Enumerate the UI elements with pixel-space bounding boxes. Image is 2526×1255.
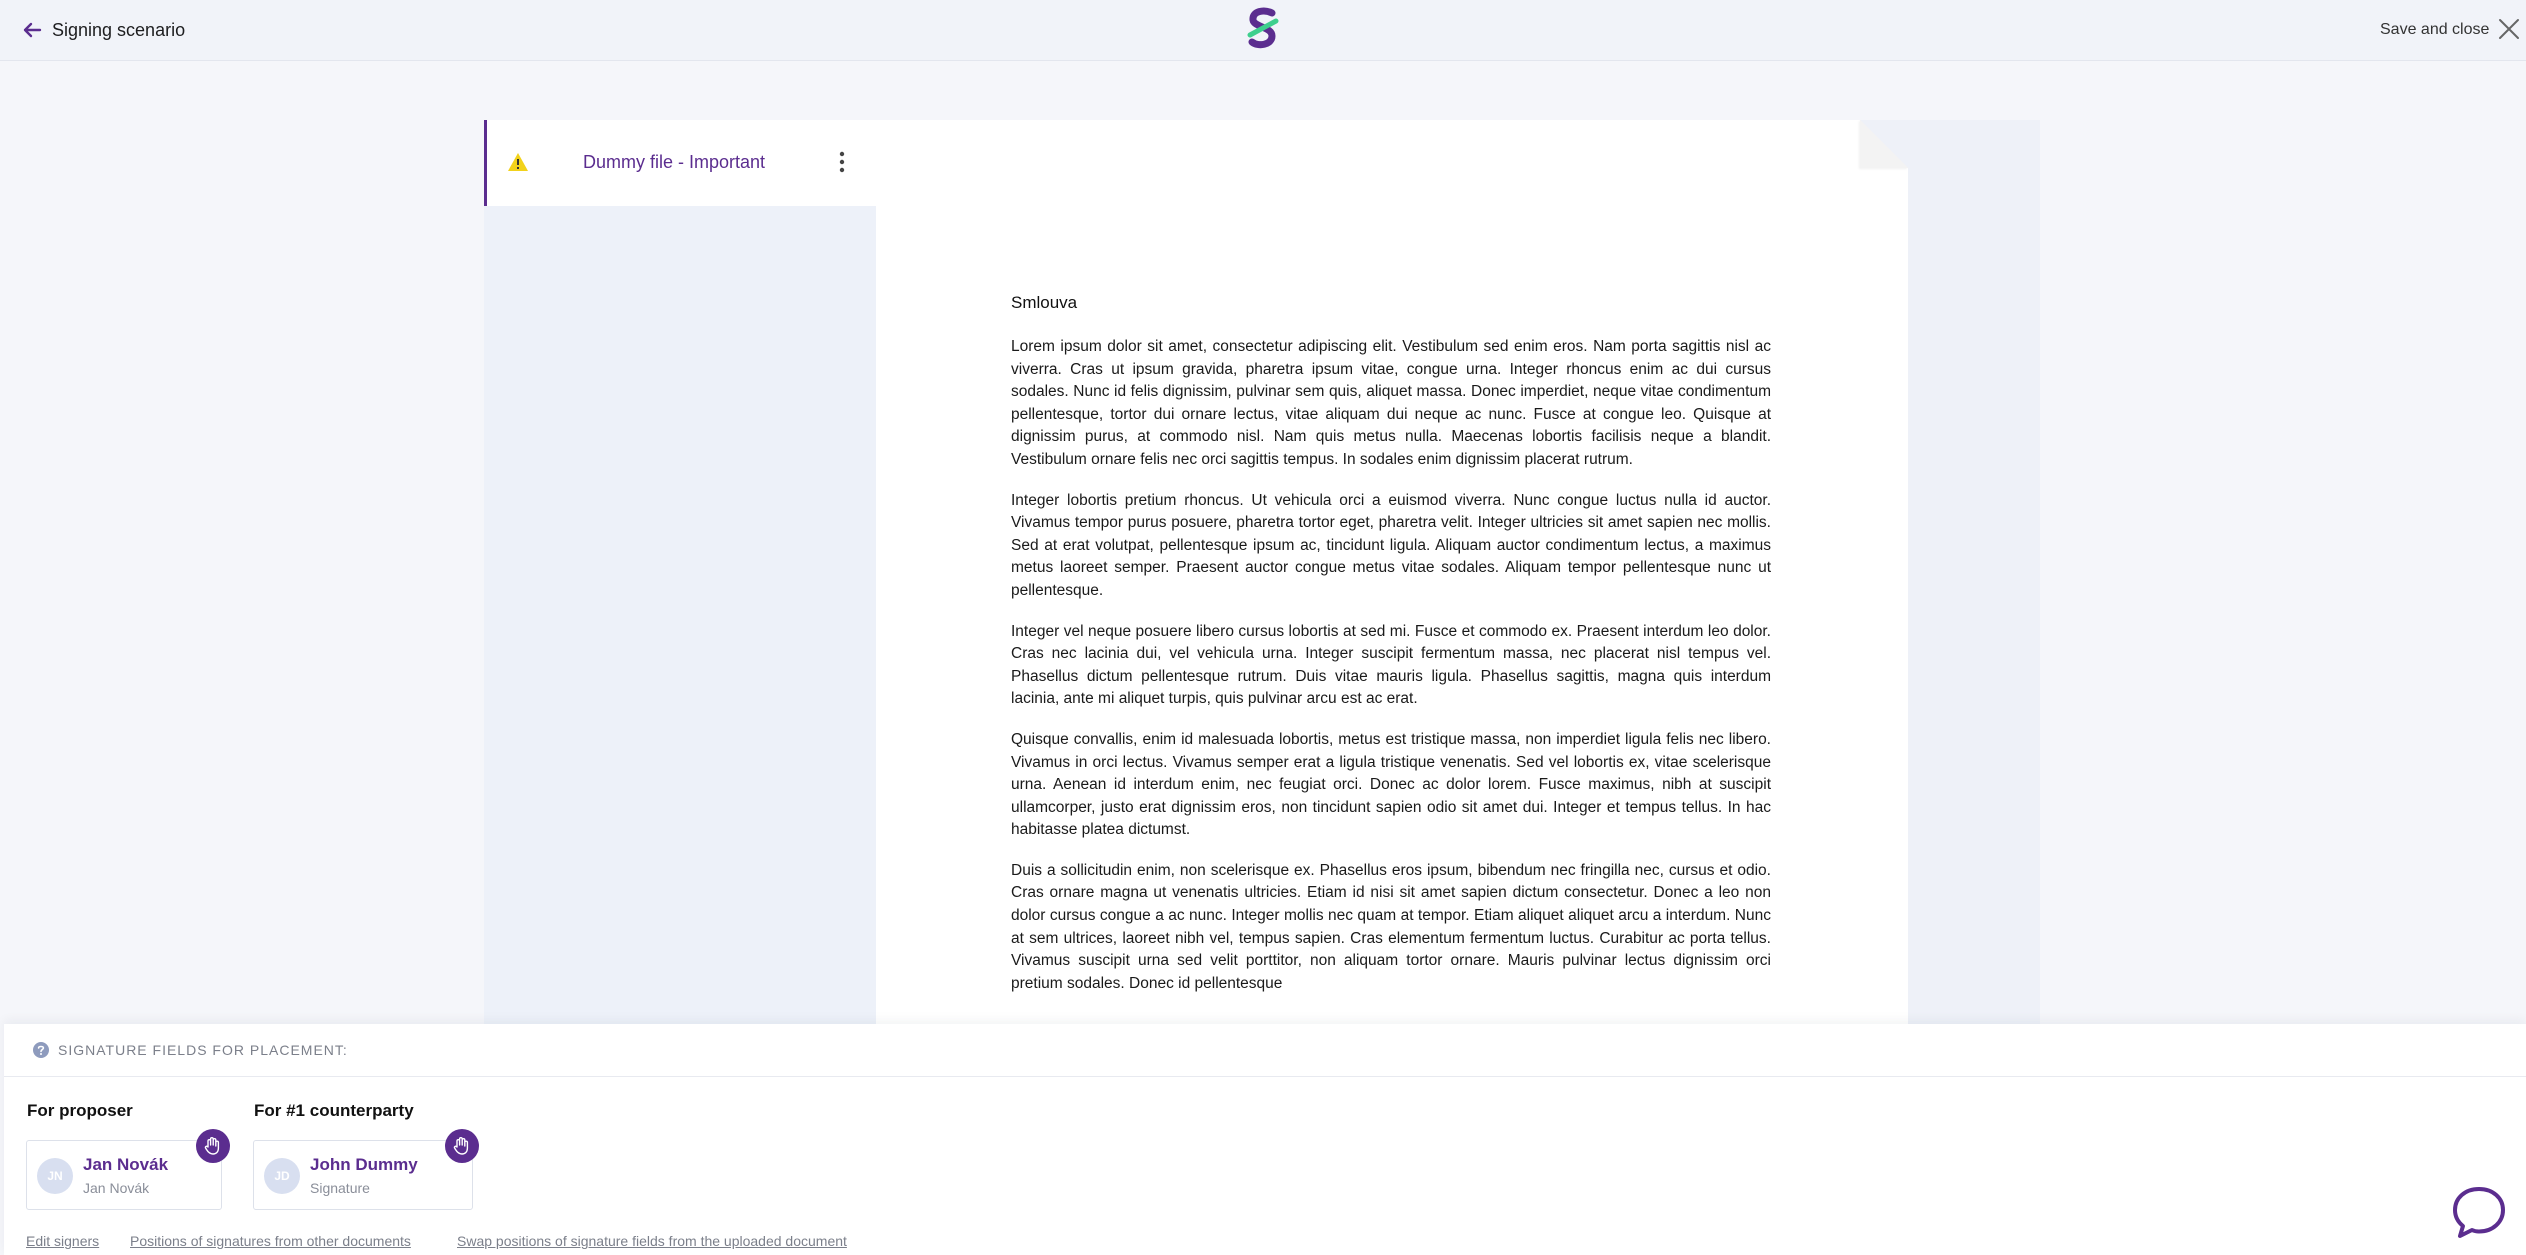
warning-icon bbox=[507, 152, 529, 172]
signature-panel-title: SIGNATURE FIELDS FOR PLACEMENT: bbox=[58, 1042, 348, 1058]
group-title-proposer: For proposer bbox=[27, 1101, 133, 1120]
drag-hand-icon[interactable] bbox=[445, 1129, 479, 1163]
signer-name: Jan Novák bbox=[83, 1155, 169, 1174]
document-paragraph: Duis a sollicitudin enim, non scelerisque ex. Phasellus eros ipsum, bibendum nec fringilla nec, cursus et odio. Cras ornare magna ut venenatis ultricies. Etiam id nisi sit amet sapien dictum consectetur. Donec a leo non dolor cursus congue a ac nunc. Integer mollis nec quam at tempor. Etiam aliquet aliquet arcu a interdum. Nunc at sem ultrices, laoreet nibh vel, tempus sapien. Cras elementum fermentum luctus. Curabitur ac porta tellus. Vivamus suscipit urna sed velit porttitor, non aliquam tortor ornare. Mauris pulvinar lectus dignissim orci pretium sodales. Donec id pellentesque bbox=[1011, 861, 1771, 992]
drag-hand-icon[interactable] bbox=[196, 1129, 230, 1163]
signer-subtitle: Jan Novák bbox=[83, 1180, 150, 1196]
swap-signature-positions-link[interactable]: Swap positions of signature fields from the uploaded document bbox=[457, 1233, 847, 1249]
edit-signers-link[interactable]: Edit signers bbox=[26, 1233, 100, 1249]
help-icon[interactable] bbox=[32, 1041, 50, 1059]
avatar: JN bbox=[37, 1158, 73, 1194]
file-name: Dummy file - Important bbox=[583, 152, 766, 172]
document-paragraph: Quisque convallis, enim id malesuada lobortis, metus est tristique massa, non imperdiet ligula felis nec libero. Vivamus in orci lectus. Vivamus semper erat a ligula tristique venenatis. Sed vel lobortis ex, vitae scelerisque urna. Aenean id interdum enim, nec feugiat orci. Donec ac dolor lorem. Fusce maximus, nibh at suscipit ullamcorper, justo erat dignissim eros, non tincidunt sapien odio sit amet dui. Integer et tempus tellus. In hac habitasse platea dictumst. bbox=[1011, 730, 1771, 839]
signature-fields-panel bbox=[4, 1024, 2526, 1255]
document-paragraph: Lorem ipsum dolor sit amet, consectetur adipiscing elit. Vestibulum sed enim eros. Nam porta sagittis nisl ac viverra. Cras ut ipsum gravida, pharetra ipsum vitae, congue urna. Integer rhoncus enim ac dui cursus sodales. Nunc id felis dignissim, pulvinar sem quis, aliquet massa. Donec imperdiet, neque vitae condimentum pellentesque, tortor dui ornare lectus, vitae aliquam dui neque ac nunc. Fusce at congue leo. Quisque at dignissim purus, at commodo nisl. Nam quis metus nulla. Maecenas lobortis facilisis neque a blandit. Vestibulum ornare felis nec orci sagittis tempus. In sodales enim dignissim placerat rutrum. bbox=[1011, 338, 1771, 468]
document-paragraph: Integer vel neque posuere libero cursus lobortis at sed mi. Fusce et commodo ex. Praesent interdum leo dolor. Cras nec lacinia dui, vel vehicula urna. Integer suscipit fermentum massa, nec placerat nisl tempus vel. Phasellus dictum pellentesque rutrum. Duis vitae mauris ligula. Phasellus sagittis, magna quis interdum lacinia, ante mi aliquet turpis, quis pulvinar arcu est ac erat. bbox=[1011, 622, 1771, 708]
page-corner bbox=[1860, 120, 1908, 168]
group-title-counterparty: For #1 counterparty bbox=[254, 1101, 414, 1120]
chat-icon[interactable] bbox=[2450, 1184, 2508, 1240]
avatar: JD bbox=[264, 1158, 300, 1194]
signer-subtitle: Signature bbox=[310, 1180, 370, 1196]
save-and-close-button[interactable]: Save and close bbox=[2380, 21, 2490, 38]
back-arrow-icon[interactable] bbox=[18, 16, 46, 44]
document-workspace bbox=[484, 120, 2040, 1026]
document-content bbox=[1011, 292, 1771, 1013]
app-logo-icon bbox=[1244, 5, 1282, 53]
close-icon[interactable] bbox=[2494, 14, 2524, 44]
file-list bbox=[484, 120, 877, 1026]
more-options-icon[interactable] bbox=[837, 148, 847, 176]
document-page[interactable] bbox=[876, 120, 1908, 1026]
document-heading: Smlouva bbox=[1011, 293, 1078, 312]
signer-name: John Dummy bbox=[310, 1155, 418, 1174]
document-paragraph: Integer lobortis pretium rhoncus. Ut vehicula orci a euismod viverra. Nunc congue luctus nulla id auctor. Vivamus tempor purus posuere, pharetra tortor eget, pharetra velit. Integer ultricies sit amet sapien nec mollis. Sed at erat volutpat, pellentesque ipsum ac, tincidunt ligula. Aliquam auctor condimentum lectus, a maximus metus laoreet semper. Praesent auctor congue metus vitae sodales. Aliquam tempor pellentesque nunc ut pellentesque. bbox=[1011, 491, 1771, 599]
page-title: Signing scenario bbox=[52, 20, 186, 40]
top-bar bbox=[0, 0, 2526, 61]
file-list-item[interactable] bbox=[484, 120, 876, 206]
positions-from-other-documents-link[interactable]: Positions of signatures from other documents bbox=[130, 1233, 411, 1249]
signature-panel-header bbox=[4, 1024, 2526, 1077]
signer-card-proposer[interactable] bbox=[26, 1140, 222, 1210]
signer-card-counterparty[interactable] bbox=[253, 1140, 473, 1210]
document-side-gutter bbox=[1908, 120, 2040, 1026]
